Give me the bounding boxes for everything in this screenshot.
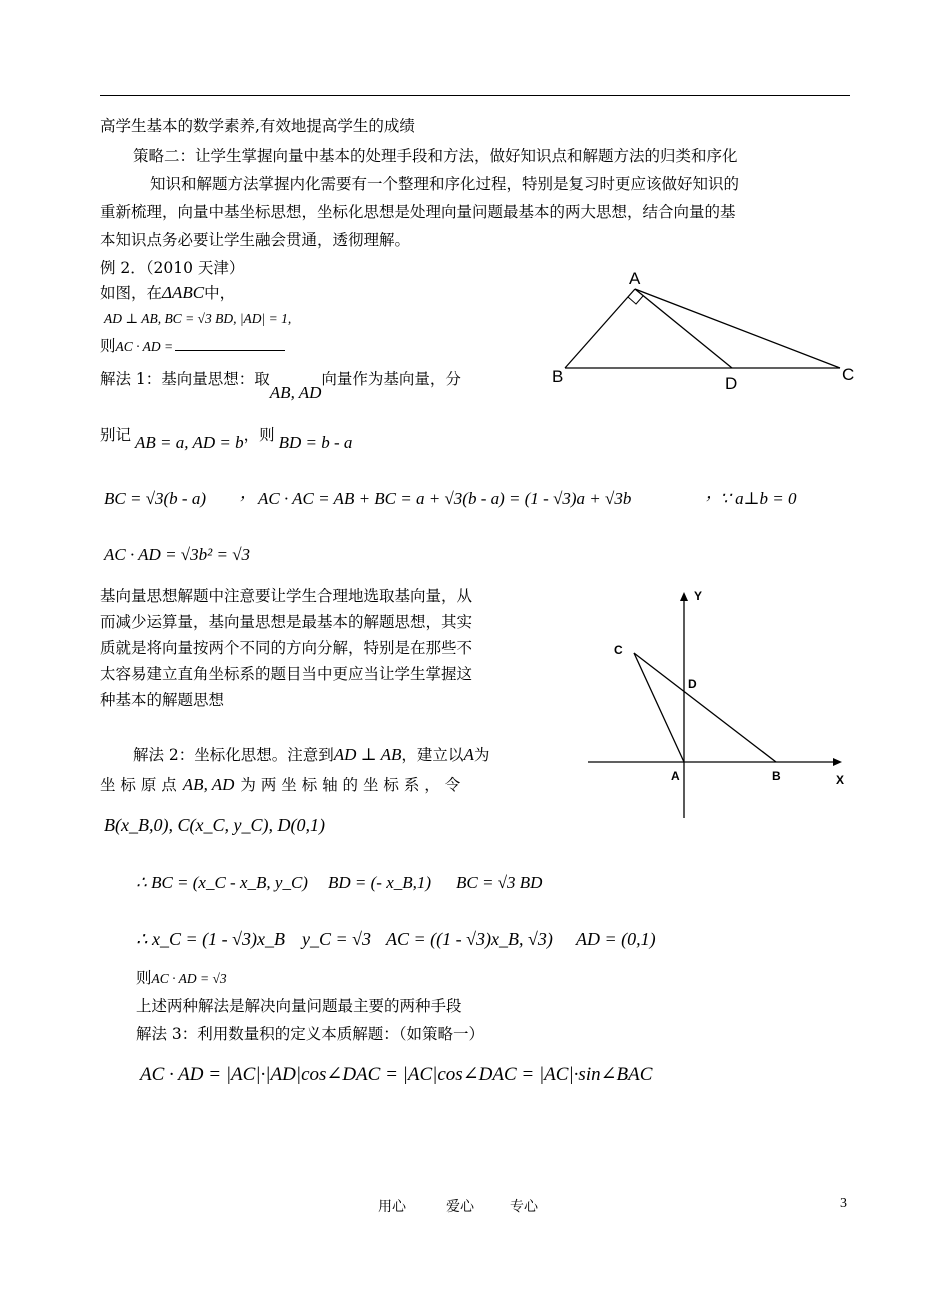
strategy-heading: 策略二：让学生掌握向量中基本的处理手段和方法，做好知识点和解题方法的归类和序化 xyxy=(133,147,738,165)
coordinate-figure xyxy=(580,586,860,826)
label-c: C xyxy=(842,365,855,384)
eq1-sep: ， xyxy=(240,483,257,502)
solution2-p2: ，建立以 xyxy=(401,746,464,764)
solution1-line2 xyxy=(100,424,353,452)
solution3-formula: AC · AD = |AC|·|AD|cos∠DAC = |AC|cos∠DAC = |AC|·sin∠BAC xyxy=(140,1064,653,1085)
question-expr: AC · AD = xyxy=(115,339,174,354)
solution3-heading: 解法 3：利用数量积的定义本质解题：（如策略一） xyxy=(136,1025,485,1043)
result-ac: AC = ((1 - √3)x_B, √3) xyxy=(386,929,553,949)
solution2-origin: A xyxy=(463,745,474,764)
segment-cb xyxy=(634,653,776,762)
solution2-line2 xyxy=(100,774,460,796)
solution2-axes: AB, AD xyxy=(182,775,235,794)
x-axis-arrow xyxy=(833,758,842,766)
solution2-p1: 解法 2：坐标化思想。注意到 xyxy=(133,746,334,764)
solution1-suffix: 向量作为基向量，分 xyxy=(321,370,461,388)
solution1-intro xyxy=(100,368,461,402)
given-prefix: 如图，在 xyxy=(100,284,163,302)
intro-line-1: 高学生基本的数学素养,有效地提高学生的成绩 xyxy=(100,117,415,135)
example-given xyxy=(100,282,235,304)
result-dot: AC · AD = √3 xyxy=(151,971,227,986)
edge-ad xyxy=(635,289,732,368)
solution1-prefix: 解法 1：基向量思想：取 xyxy=(100,370,270,388)
eq-bc: BC = √3(b - a) xyxy=(104,489,207,508)
label-y: Y xyxy=(694,589,703,603)
question-prefix: 则 xyxy=(100,337,116,355)
label-a: A xyxy=(629,269,641,288)
intro-line-5: 本知识点务必要让学生融会贯通，透彻理解。 xyxy=(100,231,411,249)
example-title: 例 2．（2010 天津） xyxy=(100,259,245,277)
solution2-p4: 坐 标 原 点 xyxy=(100,776,177,794)
example-question xyxy=(100,336,285,358)
solution2-line1 xyxy=(133,744,489,766)
page-number: 3 xyxy=(840,1196,847,1211)
label-c2: C xyxy=(614,643,623,657)
label-a2: A xyxy=(671,769,680,783)
solution1-line2-prefix: 别记 xyxy=(100,426,132,444)
solution2-p3: 为 xyxy=(473,746,490,764)
assign-bd: BD = b - a xyxy=(278,433,353,452)
solution1-basis: AB, AD xyxy=(269,383,322,402)
y-axis-arrow xyxy=(680,592,688,601)
right-angle-mark xyxy=(628,296,643,304)
intro-line-3: 知识和解题方法掌握内化需要有一个整理和序化过程，特别是复习时更应该做好知识的 xyxy=(150,175,740,193)
label-x: X xyxy=(836,773,845,787)
footer-motto-2: 爱心 xyxy=(446,1199,474,1215)
label-b2: B xyxy=(772,769,781,783)
label-d2: D xyxy=(688,677,697,691)
edge-ac xyxy=(635,289,840,368)
assign-sep: ，则 xyxy=(243,426,275,444)
eq-result-1: AC · AD = √3b² = √3 xyxy=(104,545,251,564)
result-ad: AD = (0,1) xyxy=(576,929,656,949)
eq-orthogonal: ∵ a⊥b = 0 xyxy=(720,489,797,508)
header-rule xyxy=(100,95,850,96)
intro-line-4: 重新梳理，向量中基坐标思想，坐标化思想是处理向量问题最基本的两大思想，结合向量的基 xyxy=(100,203,736,221)
given-triangle: ΔABC xyxy=(162,283,205,302)
solution2-p5: 为 两 坐 标 轴 的 坐 标 系 ， 令 xyxy=(240,776,461,794)
eq2-sep: ， xyxy=(706,483,723,502)
footer-motto-1: 用心 xyxy=(378,1199,406,1215)
eq-ac-expansion: AC · AC = AB + BC = a + √3(b - a) = (1 - √3)a + √3b xyxy=(258,489,632,508)
summary-line: 上述两种解法是解决向量问题最主要的两种手段 xyxy=(136,997,462,1015)
solution2-points: B(x_B,0), C(x_C, y_C), D(0,1) xyxy=(104,815,325,835)
solution2-perp: AD ⊥ AB xyxy=(333,745,402,764)
solution2-result xyxy=(136,968,227,990)
vec-relation: BC = √3 BD xyxy=(456,873,543,892)
footer-motto-3: 专心 xyxy=(510,1199,538,1215)
given-suffix: 中， xyxy=(204,284,236,302)
note-line-2: 而减少运算量，基向量思想是最基本的解题思想，其实 xyxy=(100,613,473,631)
note-line-4: 太容易建立直角坐标系的题目当中更应当让学生掌握这 xyxy=(100,665,473,683)
edge-ab xyxy=(565,289,635,368)
note-line-3: 质就是将向量按两个不同的方向分解，特别是在那些不 xyxy=(100,639,473,657)
note-line-1: 基向量思想解题中注意要让学生合理地选取基向量，从 xyxy=(100,587,473,605)
assign-ab-ad: AB = a, AD = b xyxy=(135,433,244,452)
label-b: B xyxy=(552,367,564,386)
segment-ca xyxy=(634,653,684,762)
triangle-figure xyxy=(550,262,860,392)
result-yc: y_C = √3 xyxy=(302,929,372,949)
result-prefix: 则 xyxy=(136,969,152,987)
answer-blank[interactable] xyxy=(175,350,285,351)
note-line-5: 种基本的解题思想 xyxy=(100,691,225,709)
vec-bc: ∴ BC = (x_C - x_B, y_C) xyxy=(136,873,308,892)
result-xc: ∴ x_C = (1 - √3)x_B xyxy=(136,929,285,949)
example-conditions: AD ⊥ AB, BC = √3 BD, |AD| = 1, xyxy=(104,311,292,326)
label-d: D xyxy=(725,374,738,392)
vec-bd: BD = (- x_B,1) xyxy=(328,873,432,892)
